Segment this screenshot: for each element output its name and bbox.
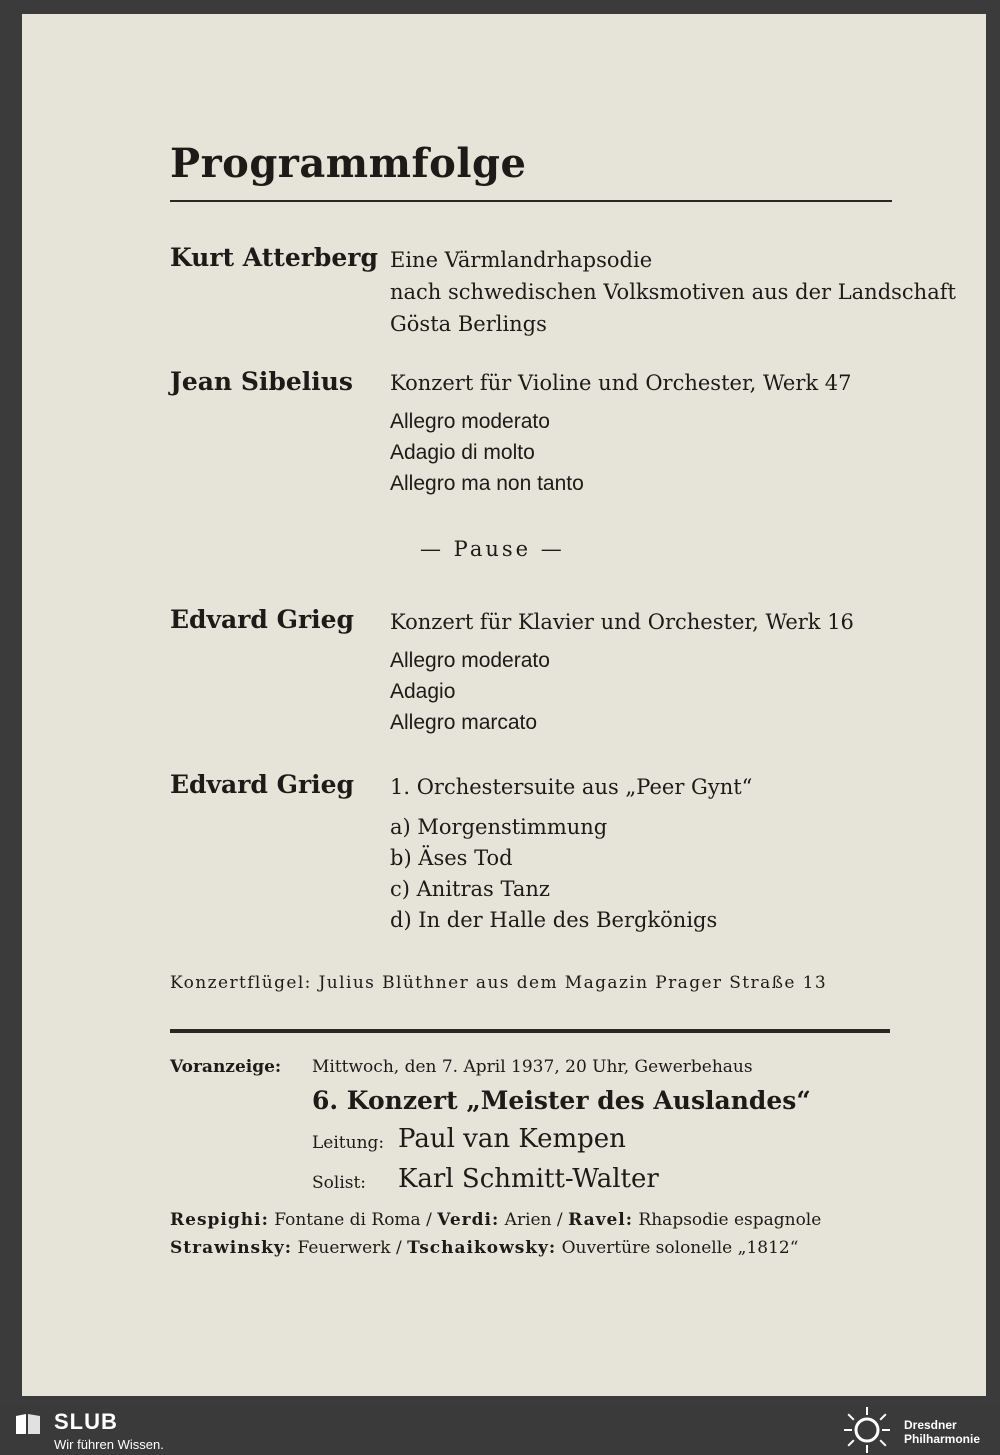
composer-verdi: Verdi: [437, 1210, 500, 1230]
movement: Allegro moderato [390, 410, 550, 433]
work-peer-gynt: 1. Orchestersuite aus „Peer Gynt“ [390, 775, 753, 799]
movement: Adagio [390, 680, 456, 703]
philharmonie-line2: Philharmonie [904, 1432, 981, 1446]
composer-tschaikowsky: Tschaikowsky: [407, 1238, 557, 1258]
composer-grieg-2: Edvard Grieg [170, 770, 355, 799]
composer-atterberg: Kurt Atterberg [170, 243, 378, 272]
soloist-label: Solist: [312, 1173, 367, 1193]
program-title: Programmfolge [170, 140, 527, 187]
work-grieg-piano: Konzert für Klavier und Orchester, Werk 16 [390, 610, 854, 634]
preview-program-line2 [170, 1238, 798, 1258]
preview-label: Voranzeige: [170, 1057, 282, 1077]
philharmonie-logo-icon [842, 1407, 892, 1453]
preview-program-line1 [170, 1210, 821, 1230]
work-atterberg-line2: nach schwedischen Volksmotiven aus der Landschaft [390, 280, 956, 304]
composer-respighi: Respighi: [170, 1210, 269, 1230]
work-tschaikowsky: Ouvertüre solonelle „1812“ [556, 1238, 799, 1258]
composer-ravel: Ravel: [568, 1210, 634, 1230]
composer-grieg: Edvard Grieg [170, 605, 355, 634]
work-atterberg-line3: Gösta Berlings [390, 312, 547, 336]
grand-piano-note: Konzertflügel: Julius Blüthner aus dem Magazin Prager Straße 13 [170, 973, 828, 993]
conductor-label: Leitung: [312, 1133, 385, 1153]
movement: Allegro ma non tanto [390, 472, 584, 495]
movement: Allegro marcato [390, 711, 538, 734]
movement: b) Äses Tod [390, 846, 513, 870]
work-respighi: Fontane di Roma / [268, 1210, 438, 1230]
slub-logo-text[interactable]: SLUB [54, 1409, 118, 1434]
movement: Allegro moderato [390, 649, 550, 672]
slub-tagline: Wir führen Wissen. [54, 1437, 164, 1452]
pause-label: — Pause — [420, 537, 565, 561]
movement: c) Anitras Tanz [390, 877, 550, 901]
preview-date: Mittwoch, den 7. April 1937, 20 Uhr, Gewerbehaus [312, 1057, 753, 1077]
soloist-name: Karl Schmitt-Walter [398, 1164, 659, 1194]
work-strawinsky: Feuerwerk / [292, 1238, 408, 1258]
philharmonie-line1: Dresdner [904, 1418, 957, 1432]
work-ravel: Rhapsodie espagnole [633, 1210, 822, 1230]
movement: Adagio di molto [390, 441, 535, 464]
composer-sibelius: Jean Sibelius [170, 367, 353, 396]
philharmonie-logo-text[interactable] [904, 1418, 980, 1446]
composer-strawinsky: Strawinsky: [170, 1238, 293, 1258]
section-rule [170, 1029, 890, 1033]
title-rule [170, 200, 892, 202]
preview-concert-title: 6. Konzert „Meister des Auslandes“ [312, 1086, 811, 1115]
work-sibelius: Konzert für Violine und Orchester, Werk 47 [390, 371, 852, 395]
work-verdi: Arien / [499, 1210, 569, 1230]
book-icon [14, 1412, 42, 1436]
work-atterberg-line1: Eine Värmlandrhapsodie [390, 248, 653, 272]
conductor-name: Paul van Kempen [398, 1124, 626, 1154]
movement: a) Morgenstimmung [390, 815, 608, 839]
movement: d) In der Halle des Bergkönigs [390, 908, 718, 932]
